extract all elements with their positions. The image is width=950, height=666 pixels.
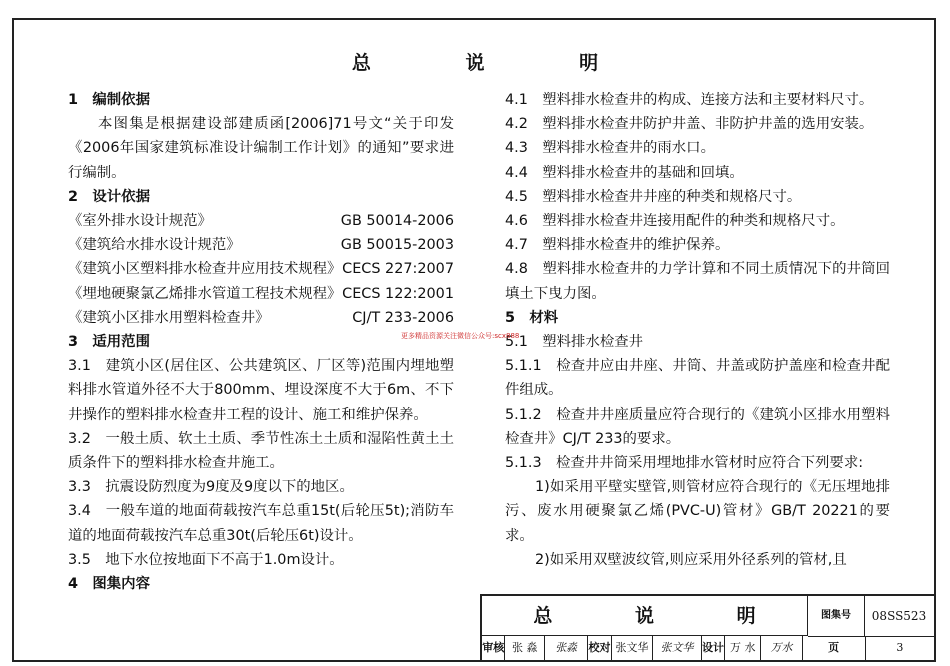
section-1-body: 本图集是根据建设部建质函[2006]71号文“关于印发《2006年国家建筑标准设计编制工作计划》的通知”要求进行编制。 (68, 116, 454, 181)
clause-5-1-3: 5.1.3 检查井井筒采用埋地排水管材时应符合下列要求: (505, 455, 864, 472)
page-label: 页 (803, 636, 866, 660)
checker-name: 张文华 (612, 636, 653, 660)
right-column (505, 88, 890, 572)
page-title: 总 说 明 (351, 52, 643, 74)
page-number: 3 (896, 641, 904, 654)
title-block-title: 总 说 明 (482, 596, 808, 636)
clause-4-5: 4.5 塑料排水检查井井座的种类和规格尺寸。 (505, 188, 802, 205)
section-5-heading: 5 材料 (505, 309, 559, 326)
section-5-1-heading: 5.1 塑料排水检查井 (505, 334, 644, 351)
clause-4-4: 4.4 塑料排水检查井的基础和回填。 (505, 164, 744, 181)
standards-list (68, 209, 454, 330)
clause-3-1: 3.1 建筑小区(居住区、公共建筑区、厂区等)范围内埋地塑料排水管道外径不大于800mm、埋设深度不大于6m、不下井操作的塑料排水检查井工程的设计、施工和维护保养。 (68, 358, 454, 423)
section-1-heading: 1 编制依据 (68, 92, 150, 108)
clause-4-8: 4.8 塑料排水检查井的力学计算和不同土质情况下的井筒回填土下曳力图。 (505, 261, 890, 302)
reviewer-signature: 张淼 (545, 636, 588, 660)
clause-3-3: 3.3 抗震设防烈度为9度及9度以下的地区。 (68, 479, 354, 496)
clause-4-7: 4.7 塑料排水检查井的维护保养。 (505, 237, 730, 254)
standard-item: 《建筑小区塑料排水检查井应用技术规程》 CECS 227:2007 (68, 261, 454, 278)
reviewer-name: 张 淼 (505, 636, 545, 660)
left-column (68, 88, 454, 596)
clause-5-1-1: 5.1.1 检查井应由井座、井筒、井盖或防护盖座和检查井配件组成。 (505, 358, 890, 399)
signature-row (482, 636, 934, 660)
clause-4-1: 4.1 塑料排水检查井的构成、连接方法和主要材料尺寸。 (505, 92, 874, 108)
title-block (480, 594, 934, 660)
atlas-number-label: 图集号 (808, 596, 865, 637)
review-label: 审核 (482, 636, 505, 660)
watermark-text: 更多精品资源关注微信公众号:scx888 (401, 332, 520, 340)
checker-signature: 张文华 (653, 636, 702, 660)
clause-5-1-2: 5.1.2 检查井井座质量应符合现行的《建筑小区排水用塑料检查井》CJ/T 233的要求。 (505, 406, 890, 447)
section-2-heading: 2 设计依据 (68, 188, 150, 205)
standard-item: 《建筑小区排水用塑料检查井》 CJ/T 233-2006 (68, 309, 454, 326)
clause-4-3: 4.3 塑料排水检查井的雨水口。 (505, 140, 715, 157)
sub-item-1: 1)如采用平壁实壁管,则管材应符合现行的《无压埋地排污、废水用硬聚氯乙烯(PVC-U)管材》GB/T 20221的要求。 (505, 479, 890, 544)
clause-4-6: 4.6 塑料排水检查井连接用配件的种类和规格尺寸。 (505, 213, 845, 230)
standard-item: 《建筑给水排水设计规范》 GB 50015-2003 (68, 237, 454, 254)
clause-3-2: 3.2 一般土质、软土土质、季节性冻土土质和湿陷性黄土土质条件下的塑料排水检查井施工。 (68, 430, 454, 472)
design-label: 设计 (702, 636, 725, 660)
designer-name: 万 水 (725, 636, 761, 660)
standard-item: 《室外排水设计规范》 GB 50014-2006 (68, 213, 454, 230)
check-label: 校对 (588, 636, 611, 660)
designer-signature: 万水 (761, 636, 802, 660)
standard-item: 《埋地硬聚氯乙烯排水管道工程技术规程》 CECS 122:2001 (68, 285, 454, 302)
section-4-heading: 4 图集内容 (68, 576, 150, 593)
clause-4-2: 4.2 塑料排水检查井防护井盖、非防护井盖的选用安装。 (505, 116, 874, 133)
clause-3-5: 3.5 地下水位按地面下不高于1.0m设计。 (68, 551, 344, 568)
section-3-heading: 3 适用范围 (68, 334, 150, 351)
atlas-number: 08SS523 (864, 596, 934, 637)
sub-item-2: 2)如采用双壁波纹管,则应采用外径系列的管材,且 (535, 551, 847, 568)
clause-3-4: 3.4 一般车道的地面荷载按汽车总重15t(后轮压5t);消防车道的地面荷载按汽车总重30t(后轮压6t)设计。 (68, 503, 454, 544)
